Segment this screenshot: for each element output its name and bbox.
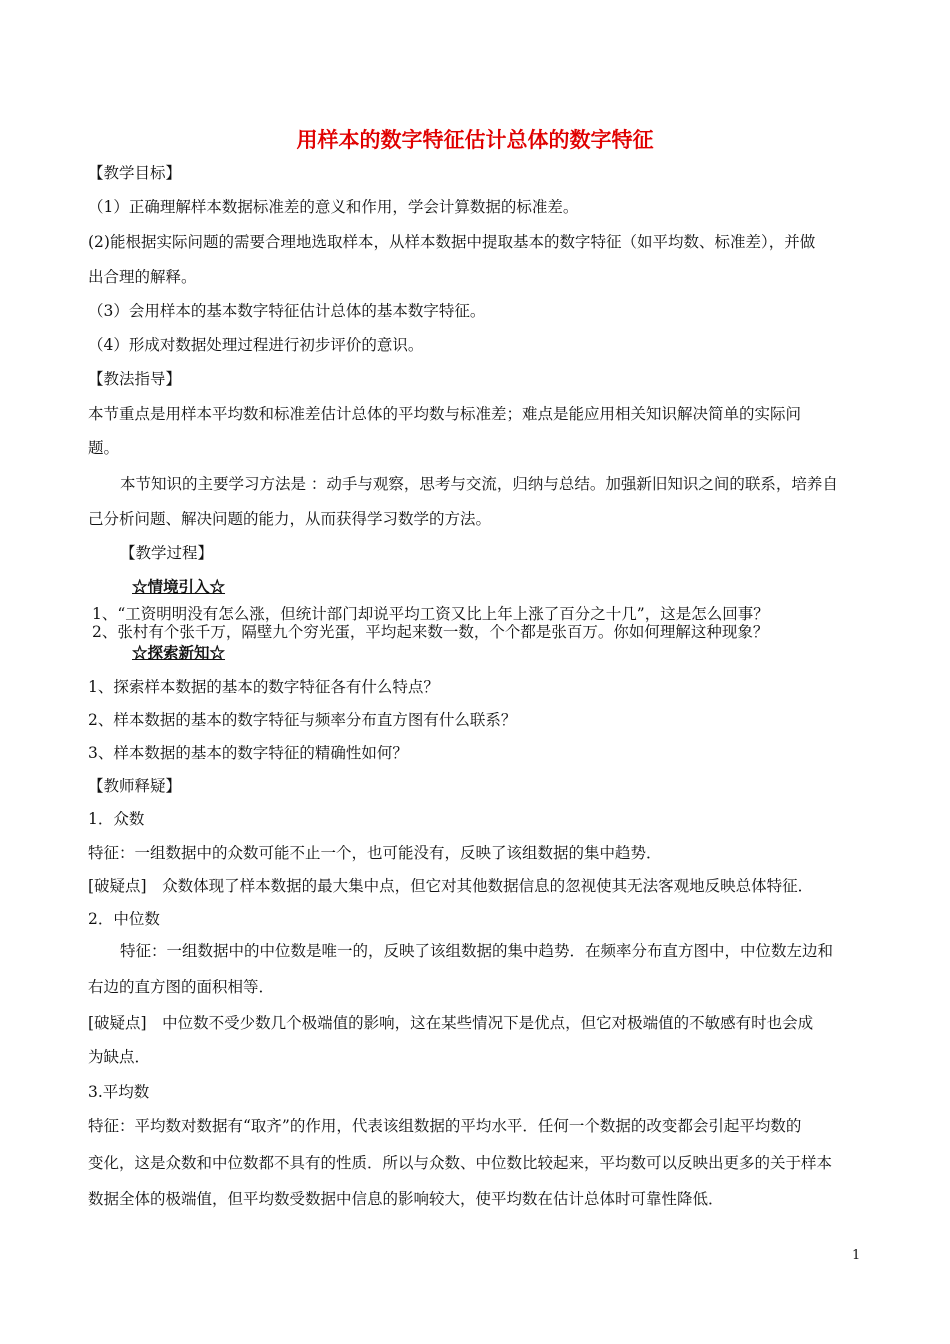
teacher-line: 2．中位数: [88, 910, 160, 928]
page-number: 1: [852, 1248, 861, 1263]
page-title: 用样本的数字特征估计总体的数字特征: [296, 128, 654, 152]
explore-heading: ☆探索新知☆: [132, 643, 226, 662]
intro-item: 2、张村有个张千万，隔壁九个穷光蛋，平均起来数一数，个个都是张百万。你如何理解这种现象？: [92, 623, 769, 641]
method-line: 本节重点是用样本平均数和标准差估计总体的平均数与标准差；难点是能应用相关知识解决简单的实际问: [88, 405, 802, 423]
teacher-line: [破疑点] 中位数不受少数几个极端值的影响，这在某些情况下是优点，但它对极端值的不敏感有时也会成: [88, 1014, 814, 1032]
teacher-line: 3.平均数: [88, 1083, 150, 1101]
objective-item: 出合理的解释。: [88, 268, 197, 286]
teacher-line: 右边的直方图的面积相等．: [88, 978, 275, 996]
process-heading: 【教学过程】: [120, 544, 214, 562]
objective-item: (2)能根据实际问题的需要合理地选取样本，从样本数据中提取基本的数字特征（如平均数、标准差），并做: [88, 233, 816, 251]
method-heading: 【教法指导】: [88, 370, 182, 388]
intro-heading: ☆情境引入☆: [132, 577, 226, 596]
objective-item: （3）会用样本的基本数字特征估计总体的基本数字特征。: [88, 302, 486, 320]
teacher-line: 为缺点．: [88, 1048, 151, 1066]
teacher-line: 数据全体的极端值，但平均数受数据中信息的影响较大，使平均数在估计总体时可靠性降低．: [88, 1190, 724, 1208]
objective-item: （1）正确理解样本数据标准差的意义和作用，学会计算数据的标准差。: [88, 198, 579, 216]
teacher-line: 特征：一组数据中的众数可能不止一个，也可能没有，反映了该组数据的集中趋势．: [88, 844, 662, 862]
explore-item: 1、探索样本数据的基本的数字特征各有什么特点？: [88, 678, 439, 696]
teacher-line: 特征：平均数对数据有“取齐”的作用，代表该组数据的平均水平．任何一个数据的改变都会引起平均数的: [88, 1117, 802, 1135]
intro-item: 1、“工资明明没有怎么涨，但统计部门却说平均工资又比上年上涨了百分之十几”，这是怎么回事？: [92, 605, 769, 623]
method-line: 本节知识的主要学习方法是 ：动手与观察，思考与交流，归纳与总结。加强新旧知识之间的联系，培养自: [120, 475, 838, 493]
teacher-line: 1．众数: [88, 810, 145, 828]
teacher-line: 变化，这是众数和中位数都不具有的性质．所以与众数、中位数比较起来，平均数可以反映出更多的关于样本: [88, 1154, 833, 1172]
objectives-heading: 【教学目标】: [88, 164, 182, 182]
objective-item: （4）形成对数据处理过程进行初步评价的意识。: [88, 336, 424, 354]
method-line: 己分析问题、解决问题的能力，从而获得学习数学的方法。: [88, 510, 492, 528]
teacher-line: 特征：一组数据中的中位数是唯一的，反映了该组数据的集中趋势．在频率分布直方图中，中位数左边和: [120, 942, 834, 960]
teacher-line: [破疑点] 众数体现了样本数据的最大集中点，但它对其他数据信息的忽视使其无法客观地反映总体特征．: [88, 877, 814, 895]
method-line: 题。: [88, 439, 120, 457]
explore-item: 2、样本数据的基本的数字特征与频率分布直方图有什么联系？: [88, 711, 517, 729]
explore-item: 3、样本数据的基本的数字特征的精确性如何？: [88, 744, 408, 762]
teacher-heading: 【教师释疑】: [88, 777, 182, 795]
